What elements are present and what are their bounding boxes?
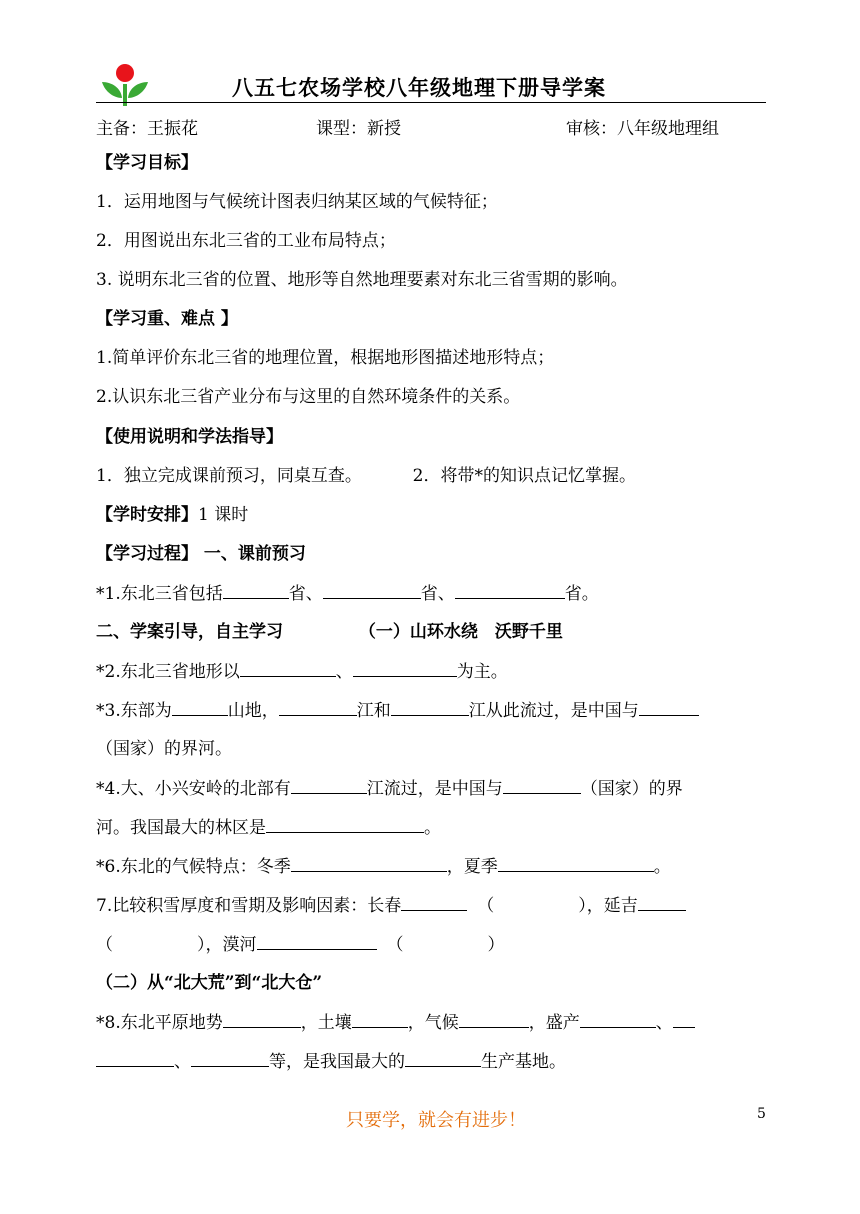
question-4 — [96, 776, 683, 801]
answer-blank[interactable] — [323, 581, 421, 599]
question-text: 生产基地。 — [481, 1052, 566, 1072]
question-text: ，盛产 — [528, 1013, 580, 1033]
question-text: 江和 — [356, 701, 391, 721]
key-point-item: 2.认识东北三省产业分布与这里的自然环境条件的关系。 — [96, 387, 521, 407]
question-text: ） — [487, 935, 505, 955]
section-2-subheading: （一）山环水绕 沃野千里 — [358, 622, 563, 642]
footer-motto: 只要学，就会有进步！ — [346, 1110, 526, 1131]
question-text: 7.比较积雪厚度和雪期及影响因素：长春 — [96, 896, 402, 916]
question-text: *3.东部为 — [96, 701, 172, 721]
question-8-cont — [96, 1049, 566, 1074]
instruction-item: 2．将带*的知识点记忆掌握。 — [412, 466, 636, 486]
question-text: *8.东北平原地势 — [96, 1013, 223, 1033]
question-text: 、 — [174, 1052, 191, 1072]
answer-blank[interactable] — [503, 776, 581, 794]
answer-blank[interactable] — [191, 1049, 269, 1067]
question-text: （国家）的界 — [580, 779, 683, 799]
question-1 — [96, 581, 599, 606]
author-label: 主备：王振花 — [96, 119, 198, 139]
goal-item: 2．用图说出东北三省的工业布局特点； — [96, 231, 396, 251]
goal-item: 1．运用地图与气候统计图表归纳某区域的气候特征； — [96, 192, 498, 212]
question-text: ，夏季 — [446, 857, 498, 877]
question-text: ，土壤 — [300, 1013, 352, 1033]
question-7 — [96, 893, 686, 918]
question-text: （ — [477, 896, 495, 916]
answer-blank[interactable] — [266, 815, 424, 833]
question-text: *4.大、小兴安岭的北部有 — [96, 779, 291, 799]
answer-blank[interactable] — [291, 854, 447, 872]
question-text: （国家）的界河。 — [96, 739, 232, 759]
reviewer-label: 审核：八年级地理组 — [566, 119, 719, 139]
answer-blank[interactable] — [639, 698, 699, 716]
header-divider — [96, 102, 766, 103]
document-title: 八五七农场学校八年级地理下册导学案 — [232, 75, 606, 100]
answer-blank[interactable] — [580, 1010, 656, 1028]
goals-heading: 【学习目标】 — [96, 153, 198, 173]
schedule-row — [96, 503, 248, 527]
answer-blank[interactable] — [498, 854, 654, 872]
answer-blank[interactable] — [405, 1049, 481, 1067]
answer-blank[interactable] — [401, 893, 467, 911]
answer-blank[interactable] — [223, 1010, 301, 1028]
question-3-cont — [96, 737, 232, 761]
answer-blank[interactable] — [291, 776, 367, 794]
question-text: 省、 — [420, 584, 455, 604]
answer-blank[interactable] — [279, 698, 357, 716]
answer-blank[interactable] — [223, 581, 289, 599]
answer-blank[interactable] — [391, 698, 469, 716]
answer-blank[interactable] — [353, 659, 457, 677]
page-number: 5 — [757, 1106, 766, 1122]
instruction-row — [96, 464, 636, 488]
process-heading: 【学习过程】 — [96, 544, 198, 564]
question-text: ），漠河 — [197, 935, 257, 955]
instructions-heading: 【使用说明和学法指导】 — [96, 427, 283, 447]
lesson-type-label: 课型：新授 — [316, 119, 401, 139]
question-text: 山地， — [227, 701, 279, 721]
question-text: （ — [96, 935, 113, 955]
answer-blank[interactable] — [240, 659, 336, 677]
question-text: 省。 — [564, 584, 599, 604]
answer-blank[interactable] — [96, 1049, 174, 1067]
question-text: 省、 — [288, 584, 323, 604]
question-text: 为主。 — [456, 662, 508, 682]
question-text: 河。我国最大的林区是 — [96, 818, 266, 838]
goal-item: 3. 说明东北三省的位置、地形等自然地理要素对东北三省雪期的影响。 — [96, 270, 628, 290]
section-2-row — [96, 620, 563, 644]
answer-blank[interactable] — [352, 1010, 408, 1028]
question-text: *2.东北三省地形以 — [96, 662, 240, 682]
question-text: 。 — [653, 857, 671, 877]
question-3 — [96, 698, 699, 723]
question-text: 、 — [655, 1013, 673, 1033]
section-3-heading: （二）从“北大荒”到“北大仓” — [96, 973, 323, 993]
question-6 — [96, 854, 671, 879]
process-subheading: 一、课前预习 — [203, 544, 306, 564]
answer-blank[interactable] — [638, 893, 686, 911]
question-text: *6.东北的气候特点：冬季 — [96, 857, 291, 877]
question-text: 等，是我国最大的 — [269, 1052, 405, 1072]
question-4-cont — [96, 815, 441, 840]
key-point-item: 1.简单评价东北三省的地理位置，根据地形图描述地形特点； — [96, 348, 555, 368]
schedule-heading: 【学时安排】 — [96, 505, 198, 525]
answer-blank[interactable] — [172, 698, 228, 716]
question-text: 。 — [424, 818, 441, 838]
answer-blank[interactable] — [455, 581, 565, 599]
question-text: 、 — [335, 662, 353, 682]
key-points-heading: 【学习重、难点 】 — [96, 309, 238, 329]
question-2 — [96, 659, 508, 684]
question-8 — [96, 1010, 695, 1035]
answer-blank[interactable] — [673, 1010, 695, 1028]
question-text: 江从此流过，是中国与 — [468, 701, 639, 721]
question-text: ，气候 — [407, 1013, 459, 1033]
question-text: ），延吉 — [578, 896, 638, 916]
instruction-item: 1．独立完成课前预习，同桌互查。 — [96, 466, 362, 486]
process-row — [96, 542, 306, 566]
answer-blank[interactable] — [257, 932, 377, 950]
section-2-heading: 二、学案引导，自主学习 — [96, 622, 283, 642]
schedule-value: 1 课时 — [198, 505, 249, 525]
question-text: *1.东北三省包括 — [96, 584, 223, 604]
answer-blank[interactable] — [459, 1010, 529, 1028]
question-7-cont — [96, 932, 505, 957]
question-text: 江流过，是中国与 — [366, 779, 503, 799]
question-text: （ — [386, 935, 404, 955]
